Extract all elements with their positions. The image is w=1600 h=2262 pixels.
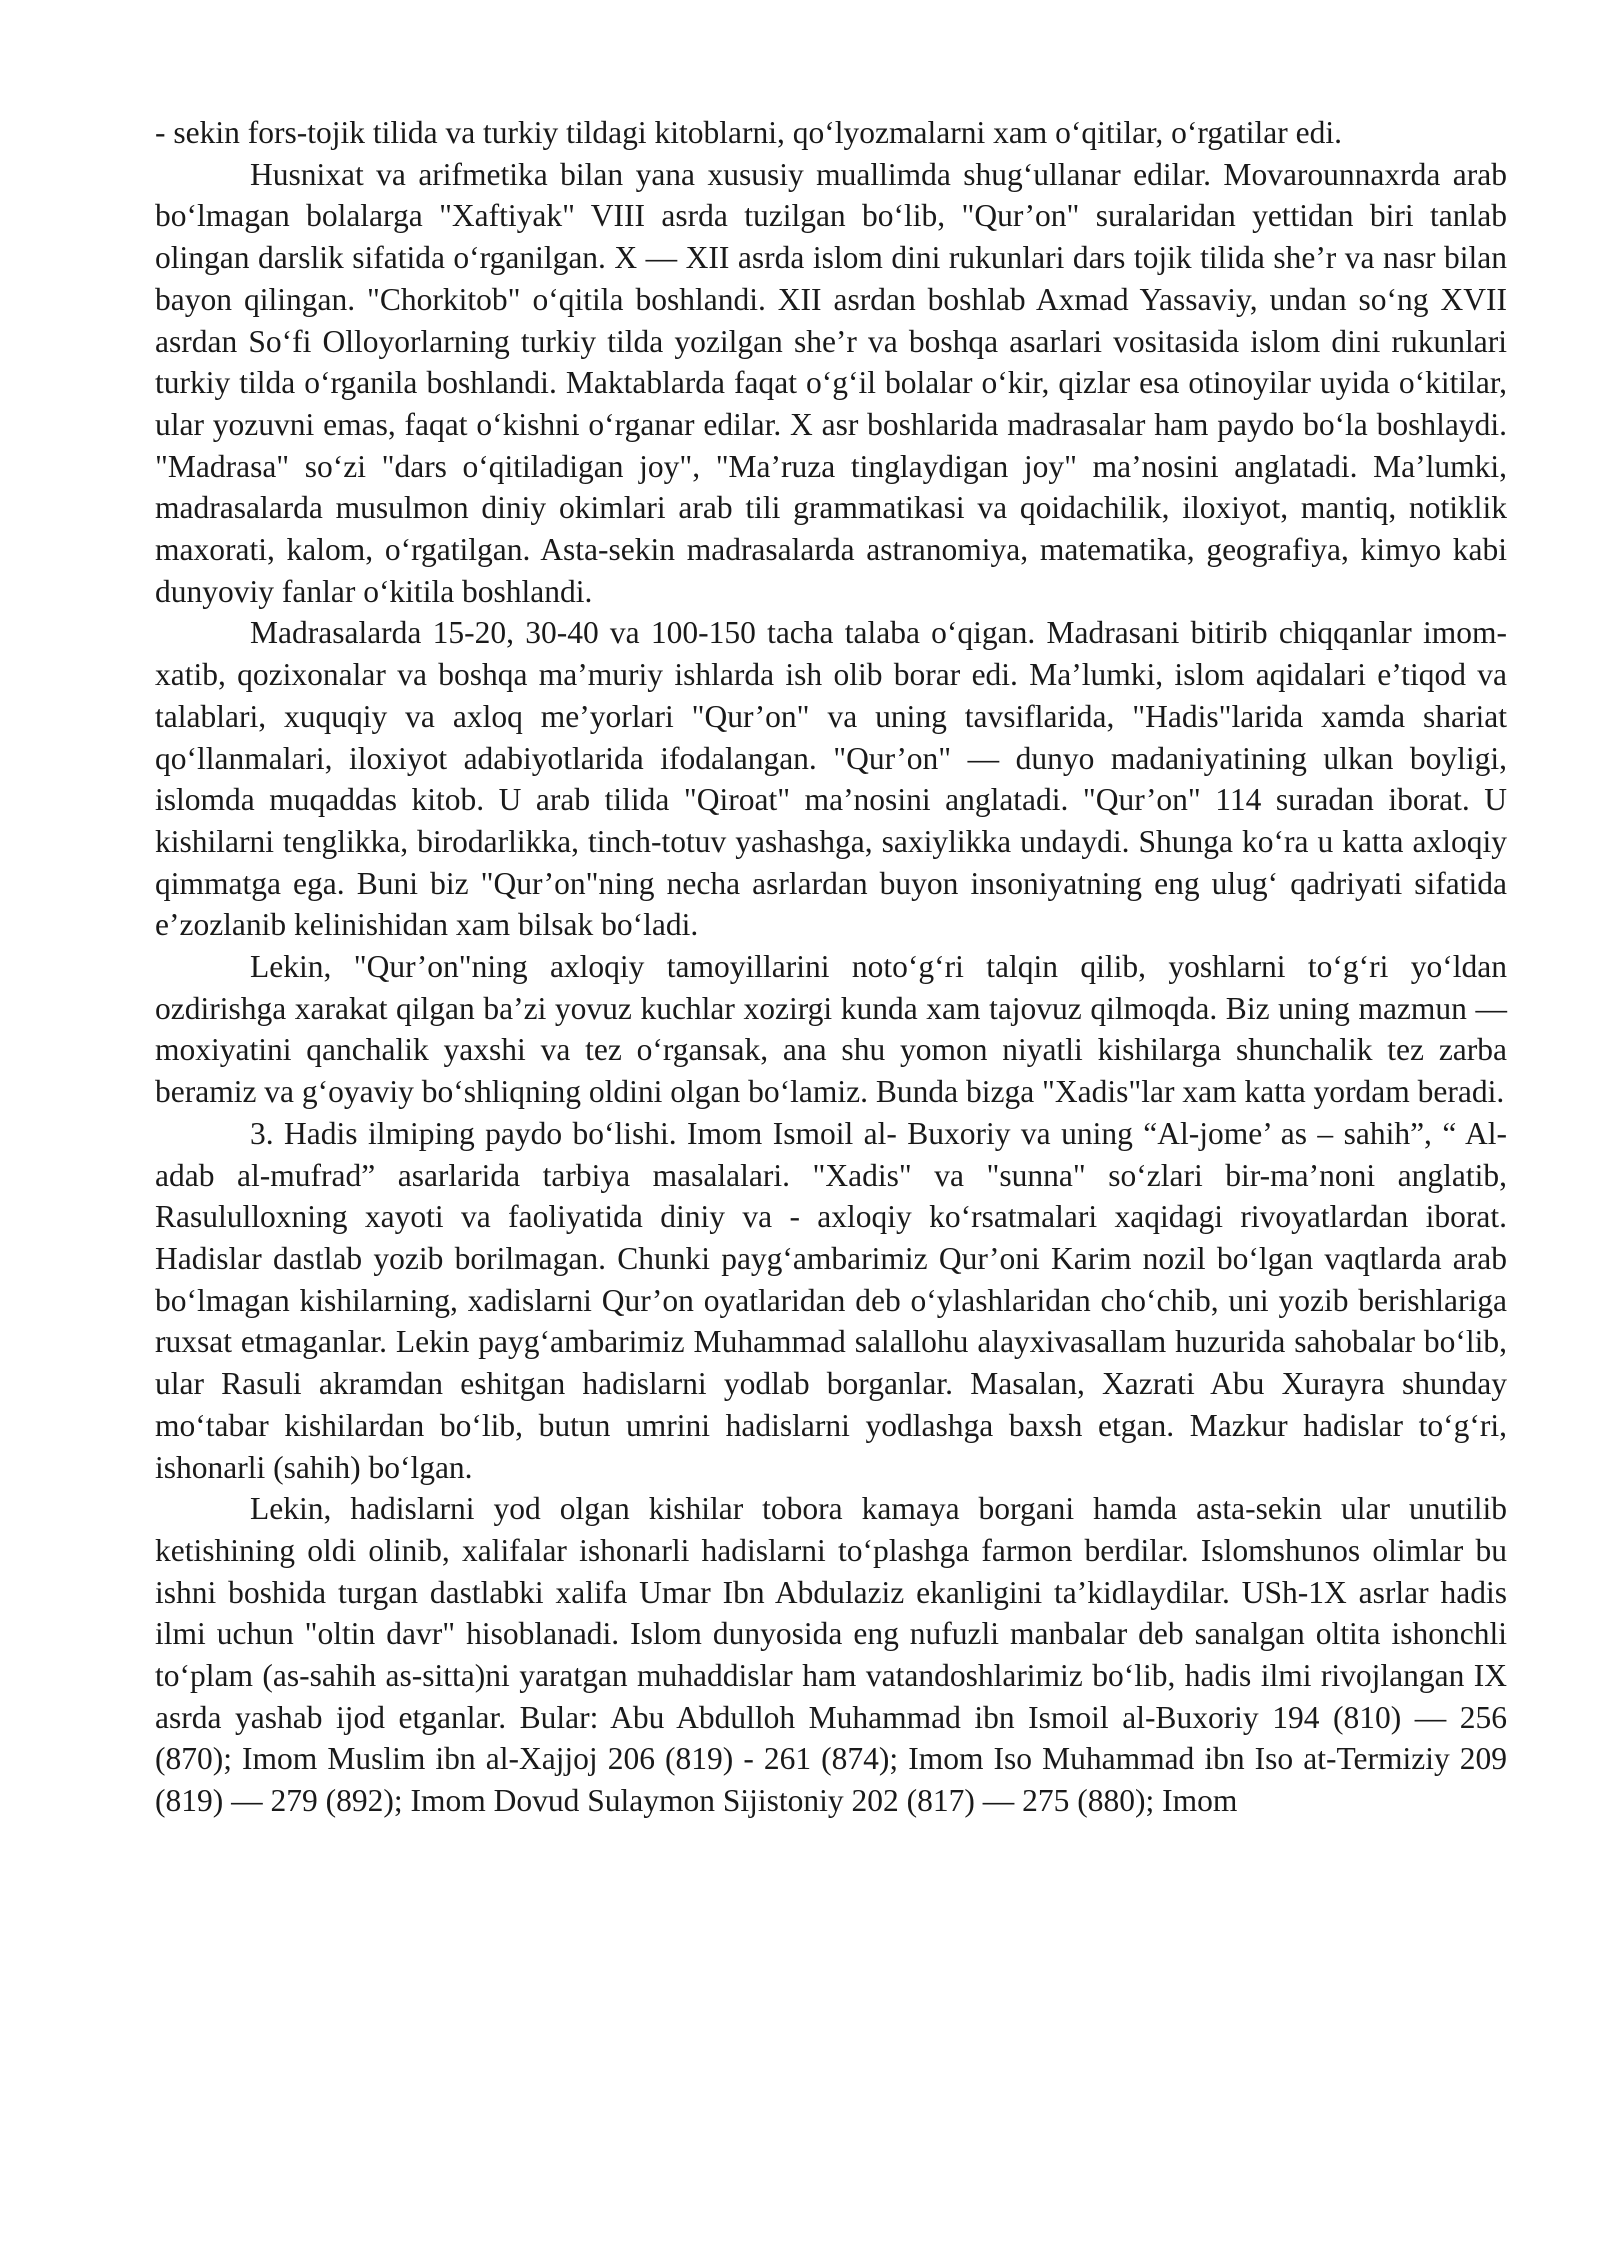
paragraph-muhaddislar: Lekin, hadislarni yod olgan kishilar tobora kamaya borgani hamda asta-sekin ular unutilib ketishining oldi olinib, xalifalar ishonarli hadislarni to‘plashga farmon berdilar. Islomshunos olimlar bu ishni boshida turgan dastlabki xalifa Umar Ibn Abdulaziz ekanligini ta’kidlaydilar. USh-1X asrlar hadis ilmi uchun "oltin davr" hisoblanadi. Islom dunyosida eng nufuzli manbalar deb sanalgan oltita ishonchli to‘plam (as-sahih as-sitta)ni yaratgan muhaddislar ham vatandoshlarimiz bo‘lib, hadis ilmi rivojlangan IX asrda yashab ijod etganlar. Bular: Abu Abdulloh Muhammad ibn Ismoil al-Buxoriy 194 (810) — 256 (870); Imom Muslim ibn al-Xajjoj 206 (819) - 261 (874); Imom Iso Muhammad ibn Iso at-Termiziy 209 (819) — 279 (892); Imom Dovud Sulaymon Sijistoniy 202 (817) — 275 (880); Imom <box>155 1491 1507 1819</box>
paragraph-maktab-madrasa: Husnixat va arifmetika bilan yana xususiy muallimda shug‘ullanar edilar. Movarounnaxrda arab bo‘lmagan bolalarga "Xaftiyak" VIII asrda tuzilgan bo‘lib, "Qur’on" suralaridan yettidan biri tanlab olingan darslik sifatida o‘rganilgan. X — XII asrda islom dini rukunlari dars tojik tilida she’r va nasr bilan bayon qilingan. "Chorkitob" o‘qitila boshlandi. XII asrdan boshlab Axmad Yassaviy, undan so‘ng XVII asrdan So‘fi Olloyorlarning turkiy tilda yozilgan she’r va boshqa asarlari vositasida islom dini rukunlari turkiy tilda o‘rganila boshlandi. Maktablarda faqat o‘g‘il bolalar o‘kir, qizlar esa otinoyilar uyida o‘kitilar, ular yozuvni emas, faqat o‘kishni o‘rganar edilar. X asr boshlarida madrasalar ham paydo bo‘la boshlaydi. "Madrasa" so‘zi "dars o‘qitiladigan joy", "Ma’ruza tinglaydigan joy" ma’nosini anglatadi. Ma’lumki, madrasalarda musulmon diniy okimlari arab tili grammatikasi va qoidachilik, iloxiyot, mantiq, notiklik maxorati, kalom, o‘rgatilgan. Asta-sekin madrasalarda astranomiya, matematika, geografiya, kimyo kabi dunyoviy fanlar o‘kitila boshlandi. <box>155 156 1507 609</box>
document-page <box>155 112 1507 1822</box>
paragraph-quron: Madrasalarda 15-20, 30-40 va 100-150 tacha talaba o‘qigan. Madrasani bitirib chiqqanlar imom-xatib, qozixonalar va boshqa ma’muriy ishlarda ish olib borar edi. Ma’lumki, islom aqidalari e’tiqod va talablari, xuquqiy va axloq me’yorlari "Qur’on" va uning tavsiflarida, "Hadis"larida xamda shariat qo‘llanmalari, iloxiyot adabiyotlarida ifodalangan. "Qur’on" — dunyo madaniyatining ulkan boyligi, islomda muqaddas kitob. U arab tilida "Qiroat" ma’nosini anglatadi. "Qur’on" 114 suradan iborat. U kishilarni tenglikka, birodarlikka, tinch-totuv yashashga, saxiylikka undaydi. Shunga ko‘ra u katta axloqiy qimmatga ega. Buni biz "Qur’on"ning necha asrlardan buyon insoniyatning eng ulug‘ qadriyati sifatida e’zozlanib kelinishidan xam bilsak bo‘ladi. <box>155 615 1507 943</box>
paragraph-axloqiy-tamoyillar: Lekin, "Qur’on"ning axloqiy tamoyillarini noto‘g‘ri talqin qilib, yoshlarni to‘g‘ri yo‘ldan ozdirishga xarakat qilgan ba’zi yovuz kuchlar xozirgi kunda xam tajovuz qilmoqda. Biz uning mazmun — moxiyatini qanchalik yaxshi va tez o‘rgansak, ana shu yomon niyatli kishilarga shunchalik tez zarba beramiz va g‘oyaviy bo‘shliqning oldini olgan bo‘lamiz. Bunda bizga "Xadis"lar xam katta yordam beradi. <box>155 949 1507 1110</box>
paragraph-continuation: - sekin fors-tojik tilida va turkiy tildagi kitoblarni, qo‘lyozmalarni xam o‘qitilar, o‘rgatilar edi. <box>155 115 1342 150</box>
paragraph-hadis-ilmi: 3. Hadis ilmiping paydo bo‘lishi. Imom Ismoil al- Buxoriy va uning “Al-jome’ as – sahih”, “ Al- adab al-mufrad” asarlarida tarbiya masalalari. "Xadis" va "sunna" so‘zlari bir-ma’noni anglatib, Rasululloxning xayoti va faoliyatida diniy va - axloqiy ko‘rsatmalari xaqidagi rivoyatlardan iborat. Hadislar dastlab yozib borilmagan. Chunki payg‘ambarimiz Qur’oni Karim nozil bo‘lgan vaqtlarda arab bo‘lmagan kishilarning, xadislarni Qur’on oyatlaridan deb o‘ylashlaridan cho‘chib, uni yozib berishlariga ruxsat etmaganlar. Lekin payg‘ambarimiz Muhammad salallohu alayxivasallam huzurida sahobalar bo‘lib, ular Rasuli akramdan eshitgan hadislarni yodlab borganlar. Masalan, Xazrati Abu Xurayra shunday mo‘tabar kishilardan bo‘lib, butun umrini hadislarni yodlashga baxsh etgan. Mazkur hadislar to‘g‘ri, ishonarli (sahih) bo‘lgan. <box>155 1115 1507 1485</box>
